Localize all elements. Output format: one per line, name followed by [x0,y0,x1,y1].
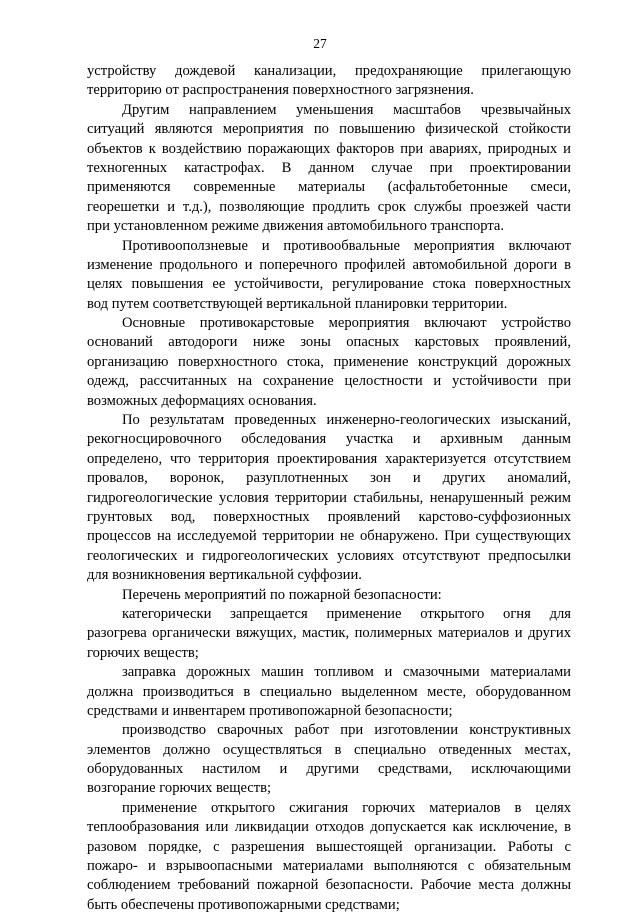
text-line: Другим направлением уменьшения масштабов чрезвычайных [122,101,571,118]
text-line: применяются современные материалы (асфальтобетонные смеси, [87,179,571,196]
text-line: целях повышения ее устойчивости, регулирование стока поверхностных [87,276,571,293]
text-line: должна производиться в специально выделенном месте, оборудованном [87,683,571,700]
paragraph [87,101,571,237]
text-line: категорически запрещается применение открытого огня для [122,605,571,622]
text-line: территорию от распространения поверхностного загрязнения. [87,82,474,99]
paragraph [87,237,571,315]
text-line: теплообразования или ликвидации отходов допускается как исключение, в [87,819,571,836]
text-line: применение открытого сжигания горючих материалов в целях [122,799,571,816]
text-line: Основные противокарстовые мероприятия включают устройство [122,315,571,332]
text-line: возможных деформациях основания. [87,392,317,409]
text-line: возгорание горючих веществ; [87,780,272,797]
text-line: оснований автодороги ниже зоны опасных карстовых проявлений, [87,334,571,351]
text-line: элементов должно осуществляться в специально отведенных местах, [87,741,571,758]
text-line: По результатам проведенных инженерно-геологических изысканий, [122,412,571,429]
text-line: заправка дорожных машин топливом и смазочными материалами [122,664,571,681]
paragraph [87,586,571,605]
paragraph [87,411,571,586]
text-line: устройству дождевой канализации, предохраняющие прилегающую [87,63,571,79]
text-line: гидрогеологические условия территории стабильны, ненарушенный режим [87,489,571,506]
text-line: ситуаций являются мероприятия по повышению физической стойкости [87,121,571,138]
text-line: пожаро- и взрывоопасными материалами выполняются с обязательным [87,858,571,875]
paragraph [87,605,571,663]
page-number: 27 [313,36,327,51]
text-line: быть обеспечены противопожарными средствами; [87,896,400,913]
text-line: определено, что территория проектирования характеризуется отсутствием [87,450,571,467]
text-line: рекогносцировочного обследования участка и архивным данным [87,431,571,448]
text-line: горючих веществ; [87,644,199,661]
text-line: одежд, рассчитанных на сохранение целостности и устойчивости при [87,373,571,390]
text-line: объектов к воздействию поражающих факторов при авариях, природных и [87,140,571,157]
paragraph [87,663,571,721]
text-line: техногенных катастрофах. В данном случае при проектировании [87,159,571,176]
text-line: георешетки и т.д.), позволяющие продлить срок службы проезжей части [87,198,571,215]
text-line: изменение продольного и поперечного профилей автомобильной дороги в [87,256,571,273]
paragraph [87,62,571,101]
text-line: соблюдением требований пожарной безопасности. Рабочие места должны [87,877,571,894]
text-line: при установленном режиме движения автомобильного транспорта. [87,218,505,235]
paragraph [87,721,571,799]
text-line: грунтовых вод, поверхностных проявлений карстово-суффозионных [87,508,571,525]
text-line: средствами и инвентарем противопожарной безопасности; [87,702,453,719]
text-line: для возникновения вертикальной суффозии. [87,567,362,584]
text-line: провалов, воронок, разуплотненных зон и других аномалий, [87,470,571,487]
text-line: Перечень мероприятий по пожарной безопасности: [122,586,442,603]
text-line: производство сварочных работ при изготовлении конструктивных [122,722,571,739]
text-line: вод путем соответствующей вертикальной планировки территории. [87,295,508,312]
text-line: геологических и гидрогеологических условиях отсутствуют предпосылки [87,547,571,564]
paragraph [87,314,571,411]
text-line: разовом порядке, с разрешения вышестоящей организации. Работы с [87,838,571,855]
text-line: процессов на исследуемой территории не обнаружено. При существующих [87,528,571,545]
text-line: оборудованных настилом и другими средствами, исключающими [87,761,571,778]
paragraph [87,799,571,915]
document-body [87,62,571,915]
text-line: организацию поверхностного стока, применение конструкций дорожных [87,353,571,370]
text-line: разогрева органически вяжущих, мастик, полимерных материалов и других [87,625,571,642]
text-line: Противооползневые и противообвальные мероприятия включают [122,237,571,254]
